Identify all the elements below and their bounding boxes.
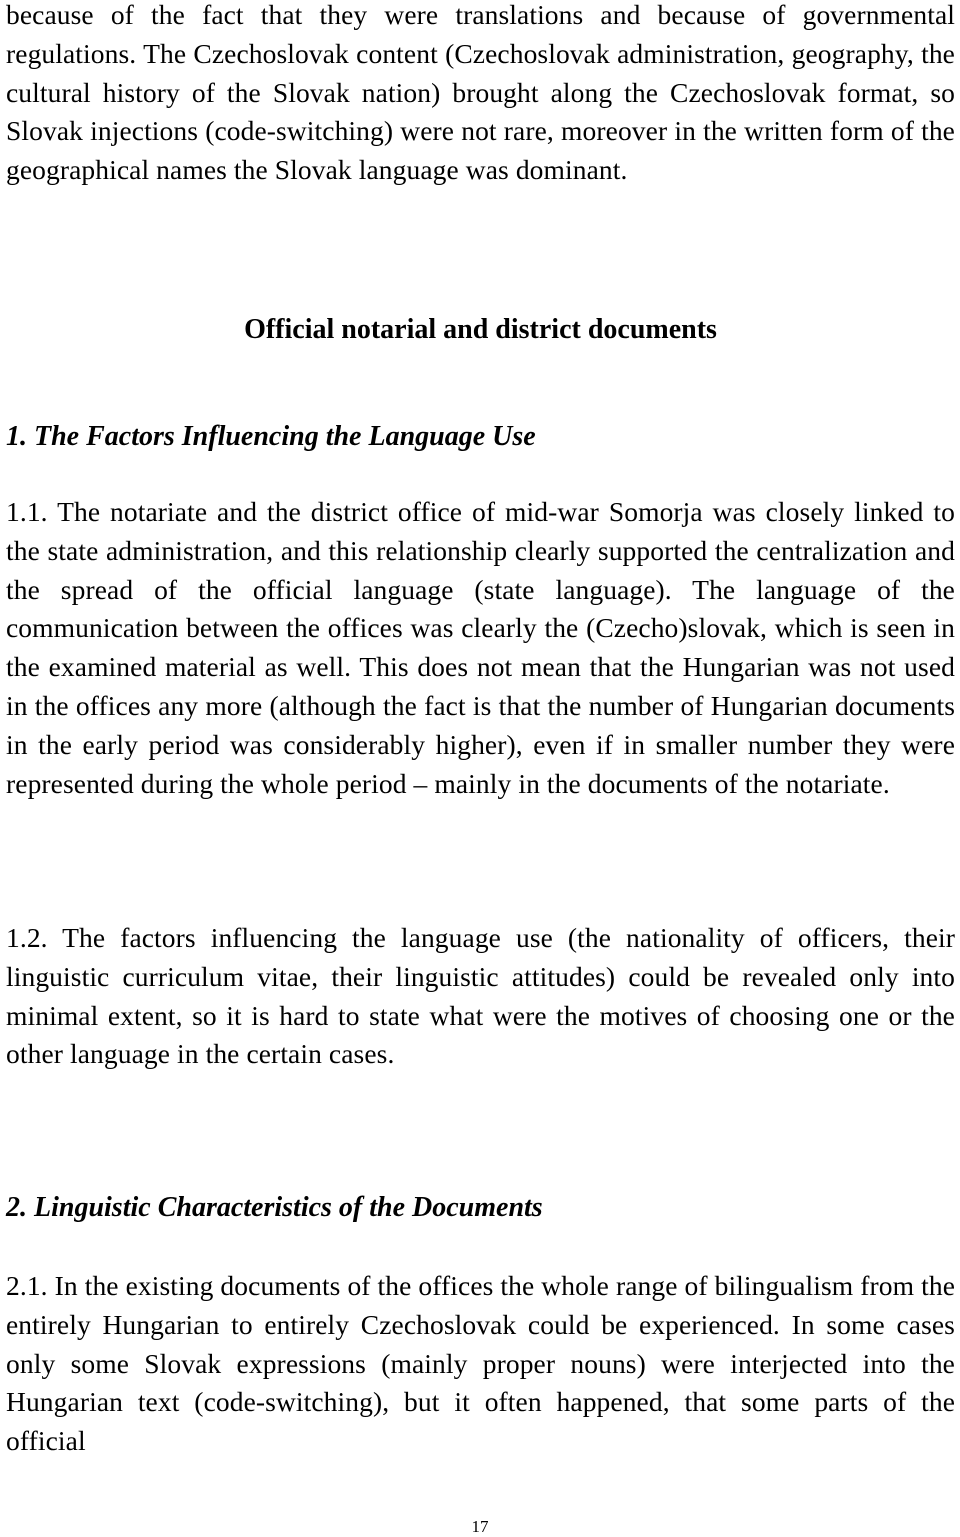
subsection-heading-2: 2. Linguistic Characteristics of the Documents: [6, 1192, 543, 1223]
paragraph-1-2-block: [6, 919, 955, 1074]
paragraph-1-1: 1.1. The notariate and the district office of mid-war Somorja was closely linked to the state administration, and this relationship clearly supported the centralization and the spread of the official language (state language). The language of the communication between the offices was clearly the (Czecho)slovak, which is seen in the examined material as well. This does not mean that the Hungarian was not used in the offices any more (although the fact is that the number of Hungarian documents in the early period was considerably higher), even if in smaller number they were represented during the whole period – mainly in the documents of the notariate.: [6, 496, 955, 799]
intro-paragraph: because of the fact that they were translations and because of governmental regulations. The Czechoslovak content (Czechoslovak administration, geography, the cultural history of the Slovak nation) brought along the Czechoslovak format, so Slovak injections (code-switching) were not rare, moreover in the written form of the geographical names the Slovak language was dominant.: [6, 0, 955, 186]
section-title: Official notarial and district documents: [244, 314, 717, 345]
page-number: 17: [471, 1517, 489, 1536]
paragraph-2-1-block: [6, 1267, 955, 1461]
intro-paragraph-block: [6, 0, 955, 190]
paragraph-2-1: 2.1. In the existing documents of the offices the whole range of bilingualism from the entirely Hungarian to entirely Czechoslovak could be experienced. In some cases only some Slovak expressions (mainly proper nouns) were interjected into the Hungarian text (code-switching), but it often happened, that some parts of the official: [6, 1270, 955, 1457]
subsection-heading-1: 1. The Factors Influencing the Language Use: [6, 421, 536, 452]
paragraph-1-1-block: [6, 493, 955, 803]
paragraph-1-2: 1.2. The factors influencing the language use (the nationality of officers, their linguistic curriculum vitae, their linguistic attitudes) could be revealed only into minimal extent, so it is hard to state what were the motives of choosing one or the other language in the certain cases.: [6, 922, 955, 1070]
